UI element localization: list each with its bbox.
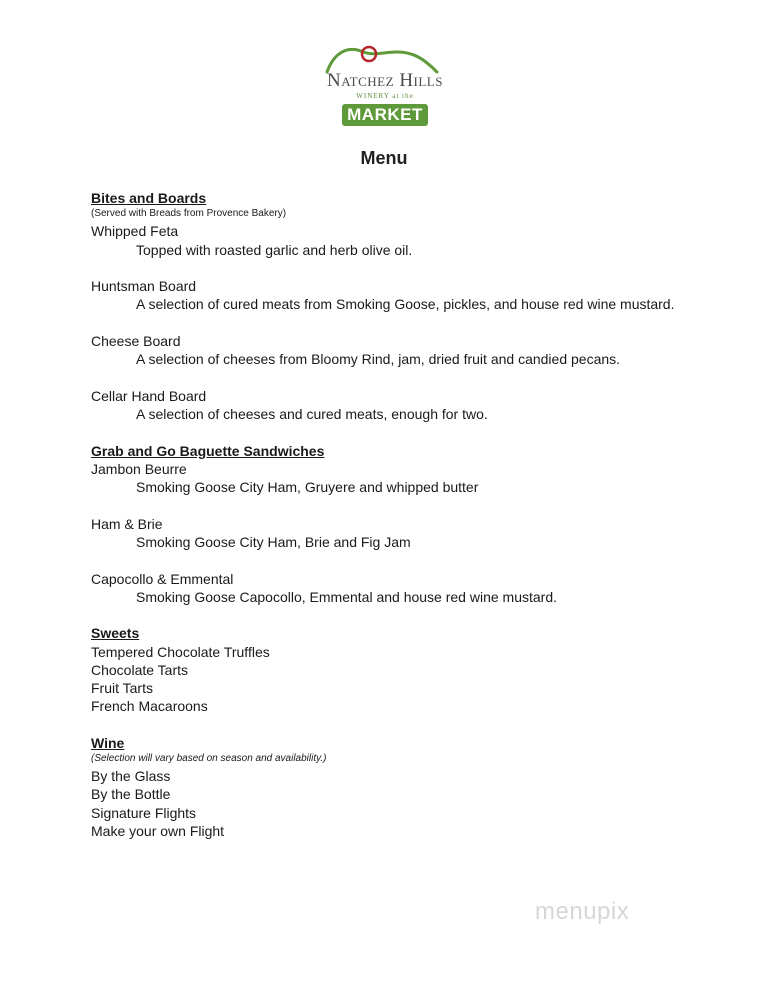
section-title: Grab and Go Baguette Sandwiches bbox=[91, 442, 325, 459]
item-name: Huntsman Board bbox=[91, 278, 197, 295]
logo-market: MARKET bbox=[342, 104, 428, 126]
section-title: Bites and Boards bbox=[91, 190, 207, 206]
menu-item bbox=[91, 222, 711, 259]
section-note: (Selection will vary based on season and availability.) bbox=[91, 753, 327, 765]
menu-item bbox=[91, 277, 711, 314]
menu-item bbox=[91, 332, 711, 369]
menu-item: Fruit Tarts bbox=[91, 680, 153, 697]
menu-item: Chocolate Tarts bbox=[91, 661, 189, 678]
item-description: Smoking Goose City Ham, Gruyere and whipped butter bbox=[136, 479, 479, 496]
watermark: menupix bbox=[535, 898, 630, 925]
menu-item: Tempered Chocolate Truffles bbox=[91, 643, 270, 660]
section-bites-and-boards bbox=[91, 189, 711, 424]
menu-item: Signature Flights bbox=[91, 804, 197, 821]
item-description: Smoking Goose Capocollo, Emmental and house red wine mustard. bbox=[136, 588, 557, 605]
menu-item: By the Bottle bbox=[91, 786, 171, 803]
item-description: A selection of cheeses from Bloomy Rind, jam, dried fruit and candied pecans. bbox=[136, 351, 621, 368]
section-note: (Served with Breads from Provence Bakery) bbox=[91, 208, 287, 220]
item-name: Cellar Hand Board bbox=[91, 387, 207, 404]
section-baguette-sandwiches bbox=[91, 442, 711, 607]
item-name: Cheese Board bbox=[91, 333, 181, 350]
item-name: Capocollo & Emmental bbox=[91, 570, 234, 587]
menu-item: By the Glass bbox=[91, 768, 171, 785]
menu-body bbox=[91, 189, 711, 840]
section-sweets bbox=[91, 624, 711, 715]
item-name: Whipped Feta bbox=[91, 223, 179, 240]
menu-item: Make your own Flight bbox=[91, 822, 225, 839]
logo-winery: WINERY at the bbox=[356, 92, 414, 100]
item-description: A selection of cheeses and cured meats, enough for two. bbox=[136, 406, 488, 423]
item-description: Topped with roasted garlic and herb olive oil. bbox=[136, 241, 413, 258]
section-title: Sweets bbox=[91, 625, 140, 642]
menu-item bbox=[91, 570, 711, 607]
menu-item bbox=[91, 515, 711, 552]
item-description: Smoking Goose City Ham, Brie and Fig Jam bbox=[136, 534, 411, 551]
menu-item: French Macaroons bbox=[91, 698, 208, 715]
logo-brand: Natchez Hills bbox=[327, 70, 443, 91]
menu-item bbox=[91, 460, 711, 497]
item-description: A selection of cured meats from Smoking Goose, pickles, and house red wine mustard. bbox=[136, 296, 675, 313]
section-title: Wine bbox=[91, 734, 125, 751]
menu-item bbox=[91, 387, 711, 424]
item-name: Ham & Brie bbox=[91, 515, 163, 532]
page-title: Menu bbox=[360, 148, 408, 168]
winery-logo bbox=[305, 42, 465, 130]
section-wine bbox=[91, 734, 711, 840]
item-name: Jambon Beurre bbox=[91, 460, 187, 477]
